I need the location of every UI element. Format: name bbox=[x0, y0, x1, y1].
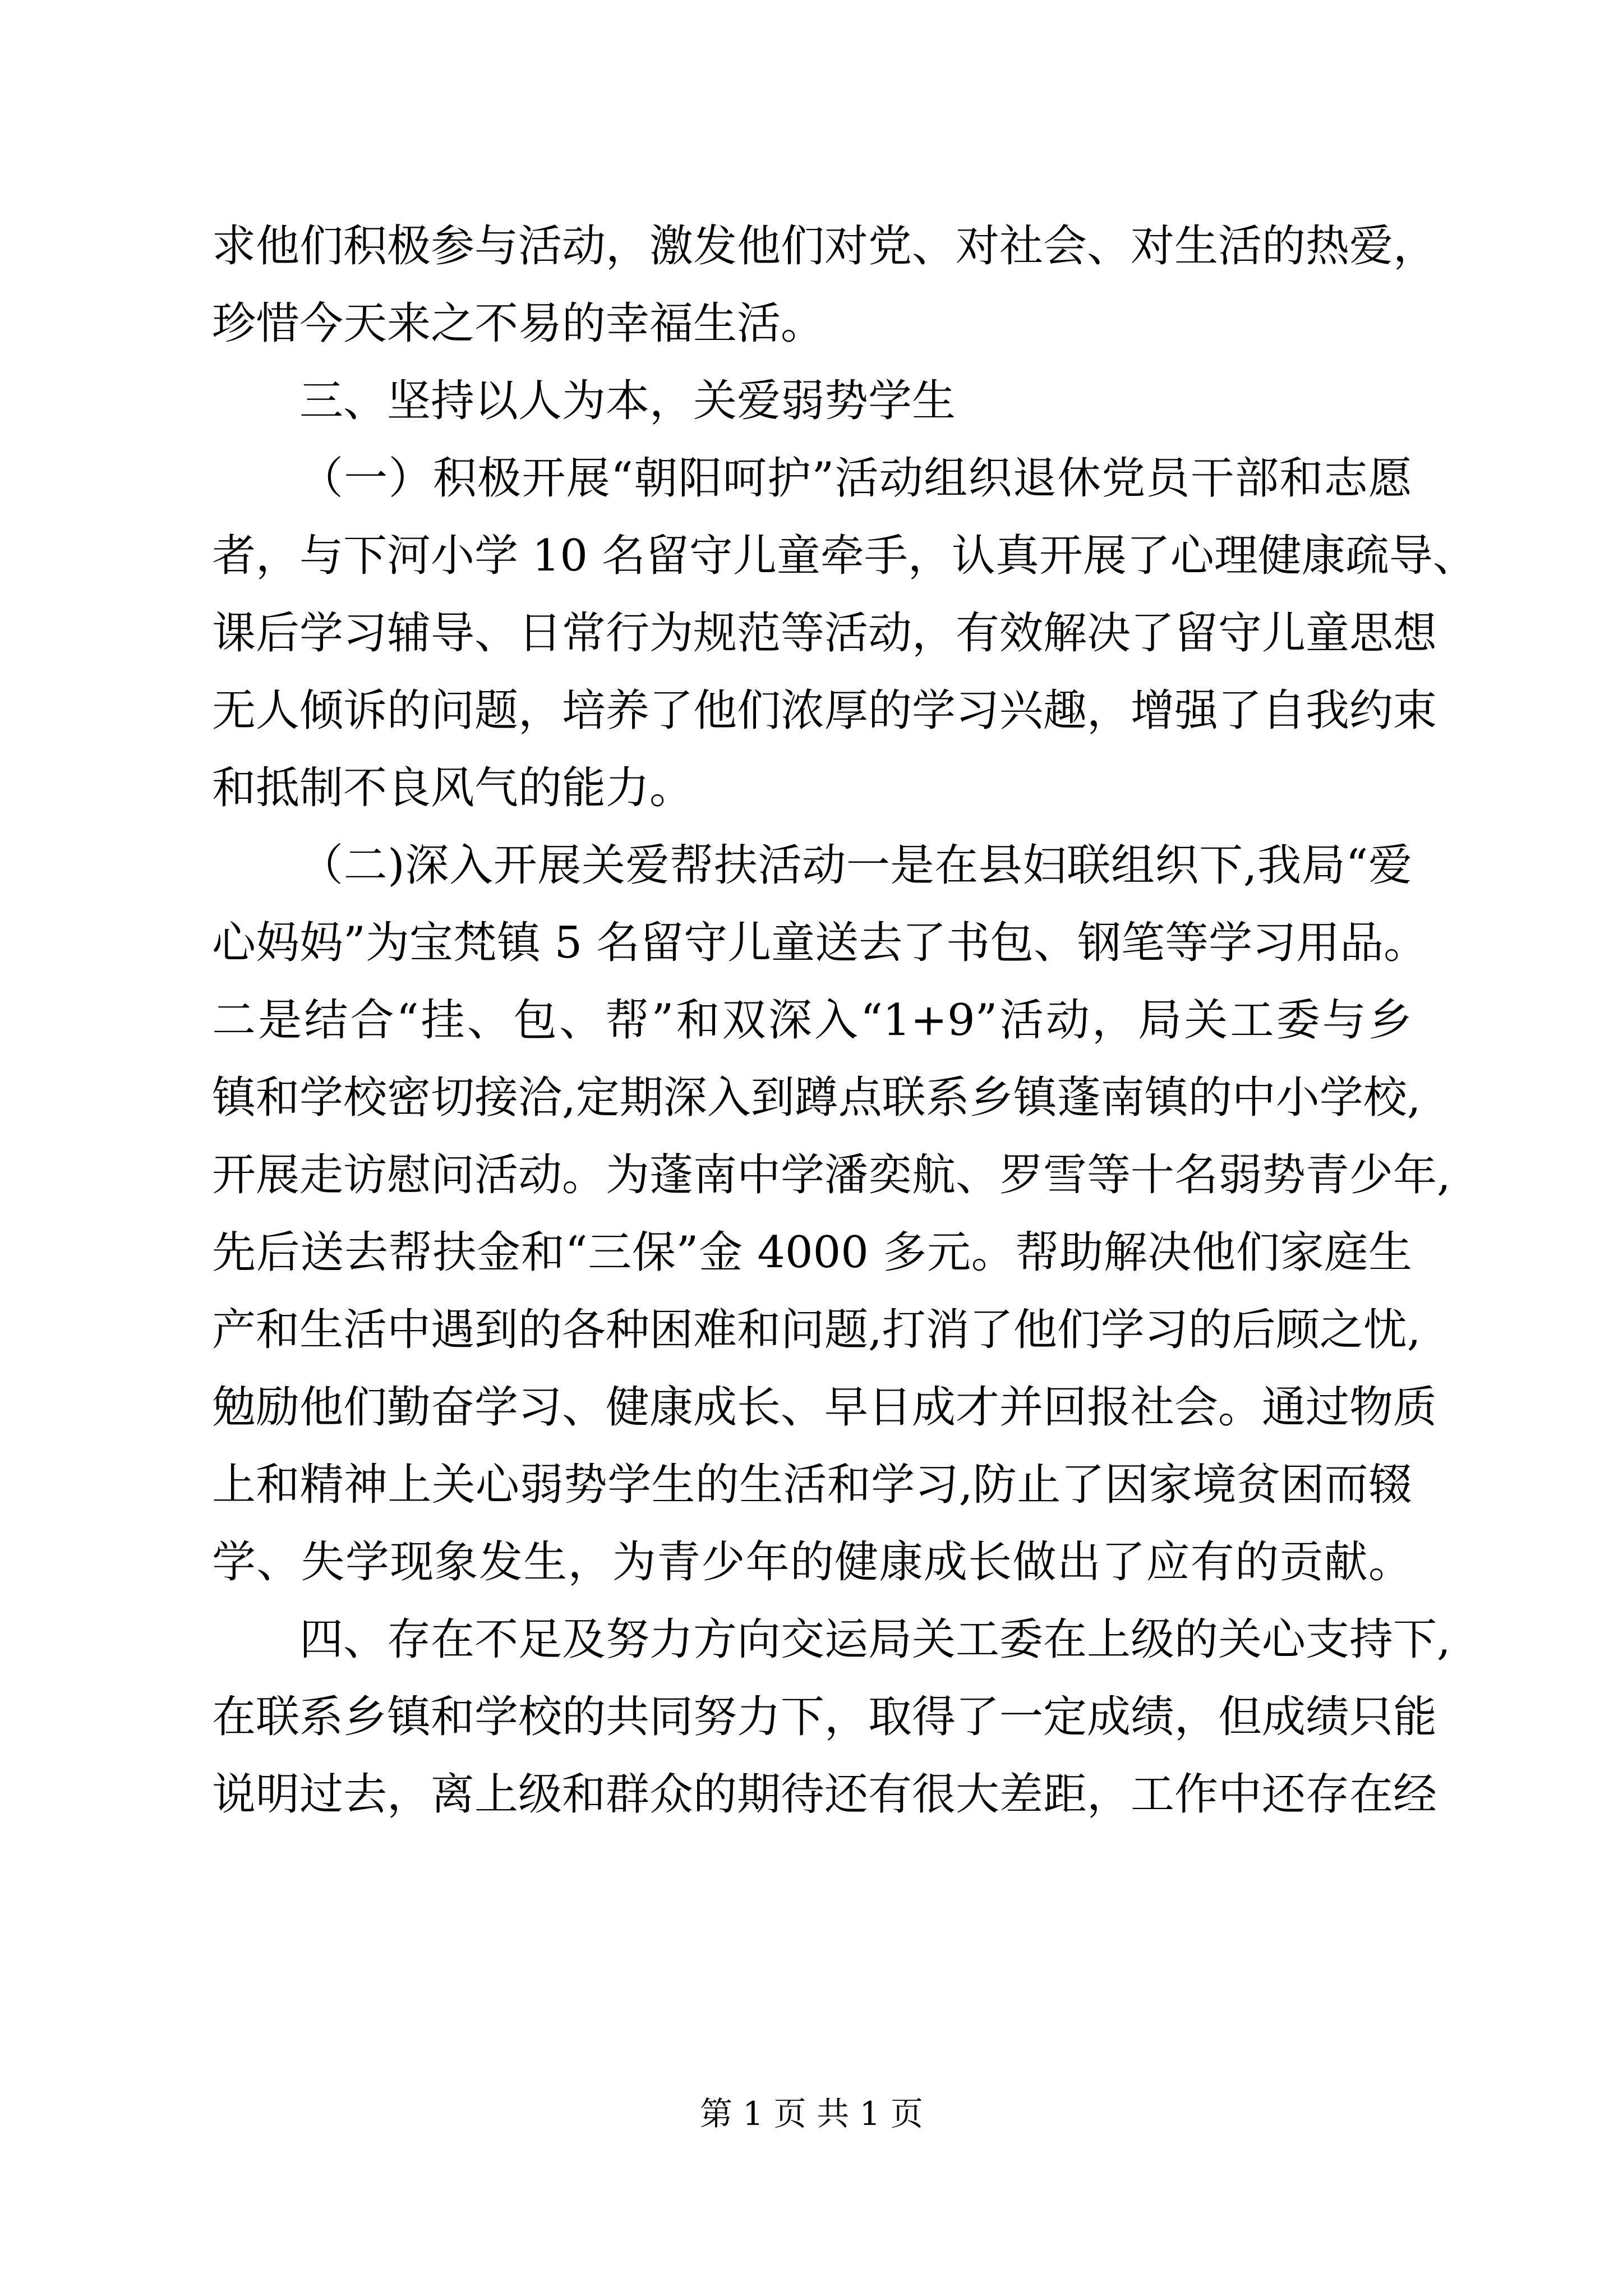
text-line: 学、失学现象发生，为青少年的健康成长做出了应有的贡献。 bbox=[212, 1537, 1412, 1588]
text-line: （二)深入开展关爱帮扶活动一是在县妇联组织下,我局“爱 bbox=[299, 840, 1412, 891]
text-line: 二是结合“挂、包、帮”和双深入“1+9”活动，局关工委与乡 bbox=[212, 995, 1412, 1046]
text-line: 产和生活中遇到的各种困难和问题,打消了他们学习的后顾之忧, bbox=[212, 1305, 1421, 1355]
text-line: 四、存在不足及努力方向交运局关工委在上级的关心支持下, bbox=[299, 1614, 1451, 1665]
document-body bbox=[212, 208, 1477, 1833]
text-line: 开展走访慰问活动。为蓬南中学潘奕航、罗雪等十名弱势青少年, bbox=[212, 1150, 1451, 1200]
text-line: 说明过去，离上级和群众的期待还有很大差距，工作中还存在经 bbox=[212, 1769, 1437, 1820]
text-line: 在联系乡镇和学校的共同努力下，取得了一定成绩，但成绩只能 bbox=[212, 1692, 1437, 1742]
text-line: 课后学习辅导、日常行为规范等活动，有效解决了留守儿童思想 bbox=[212, 608, 1437, 659]
text-line: 求他们积极参与活动，激发他们对党、对社会、对生活的热爱， bbox=[212, 221, 1437, 272]
text-line: 三、坚持以人为本，关爱弱势学生 bbox=[299, 376, 956, 426]
text-line: （一）积极开展“朝阳呵护”活动组织退休党员干部和志愿 bbox=[299, 453, 1412, 504]
text-line: 和抵制不良风气的能力。 bbox=[212, 763, 694, 813]
text-line: 者，与下河小学 10 名留守儿童牵手，认真开展了心理健康疏导、 bbox=[212, 531, 1477, 581]
text-line: 珍惜今天来之不易的幸福生活。 bbox=[212, 298, 825, 349]
text-line: 心妈妈”为宝梵镇 5 名留守儿童送去了书包、钢笔等学习用品。 bbox=[212, 918, 1428, 968]
text-line: 无人倾诉的问题，培养了他们浓厚的学习兴趣，增强了自我约束 bbox=[212, 685, 1437, 736]
text-line: 镇和学校密切接洽,定期深入到蹲点联系乡镇蓬南镇的中小学校, bbox=[212, 1073, 1421, 1123]
text-line: 勉励他们勤奋学习、健康成长、早日成才并回报社会。通过物质 bbox=[212, 1382, 1437, 1433]
text-line: 先后送去帮扶金和“三保”金 4000 多元。帮助解决他们家庭生 bbox=[212, 1227, 1412, 1278]
page-footer: 第 1 页 共 1 页 bbox=[700, 2095, 923, 2133]
text-line: 上和精神上关心弱势学生的生活和学习,防止了因家境贫困而辍 bbox=[212, 1460, 1412, 1510]
